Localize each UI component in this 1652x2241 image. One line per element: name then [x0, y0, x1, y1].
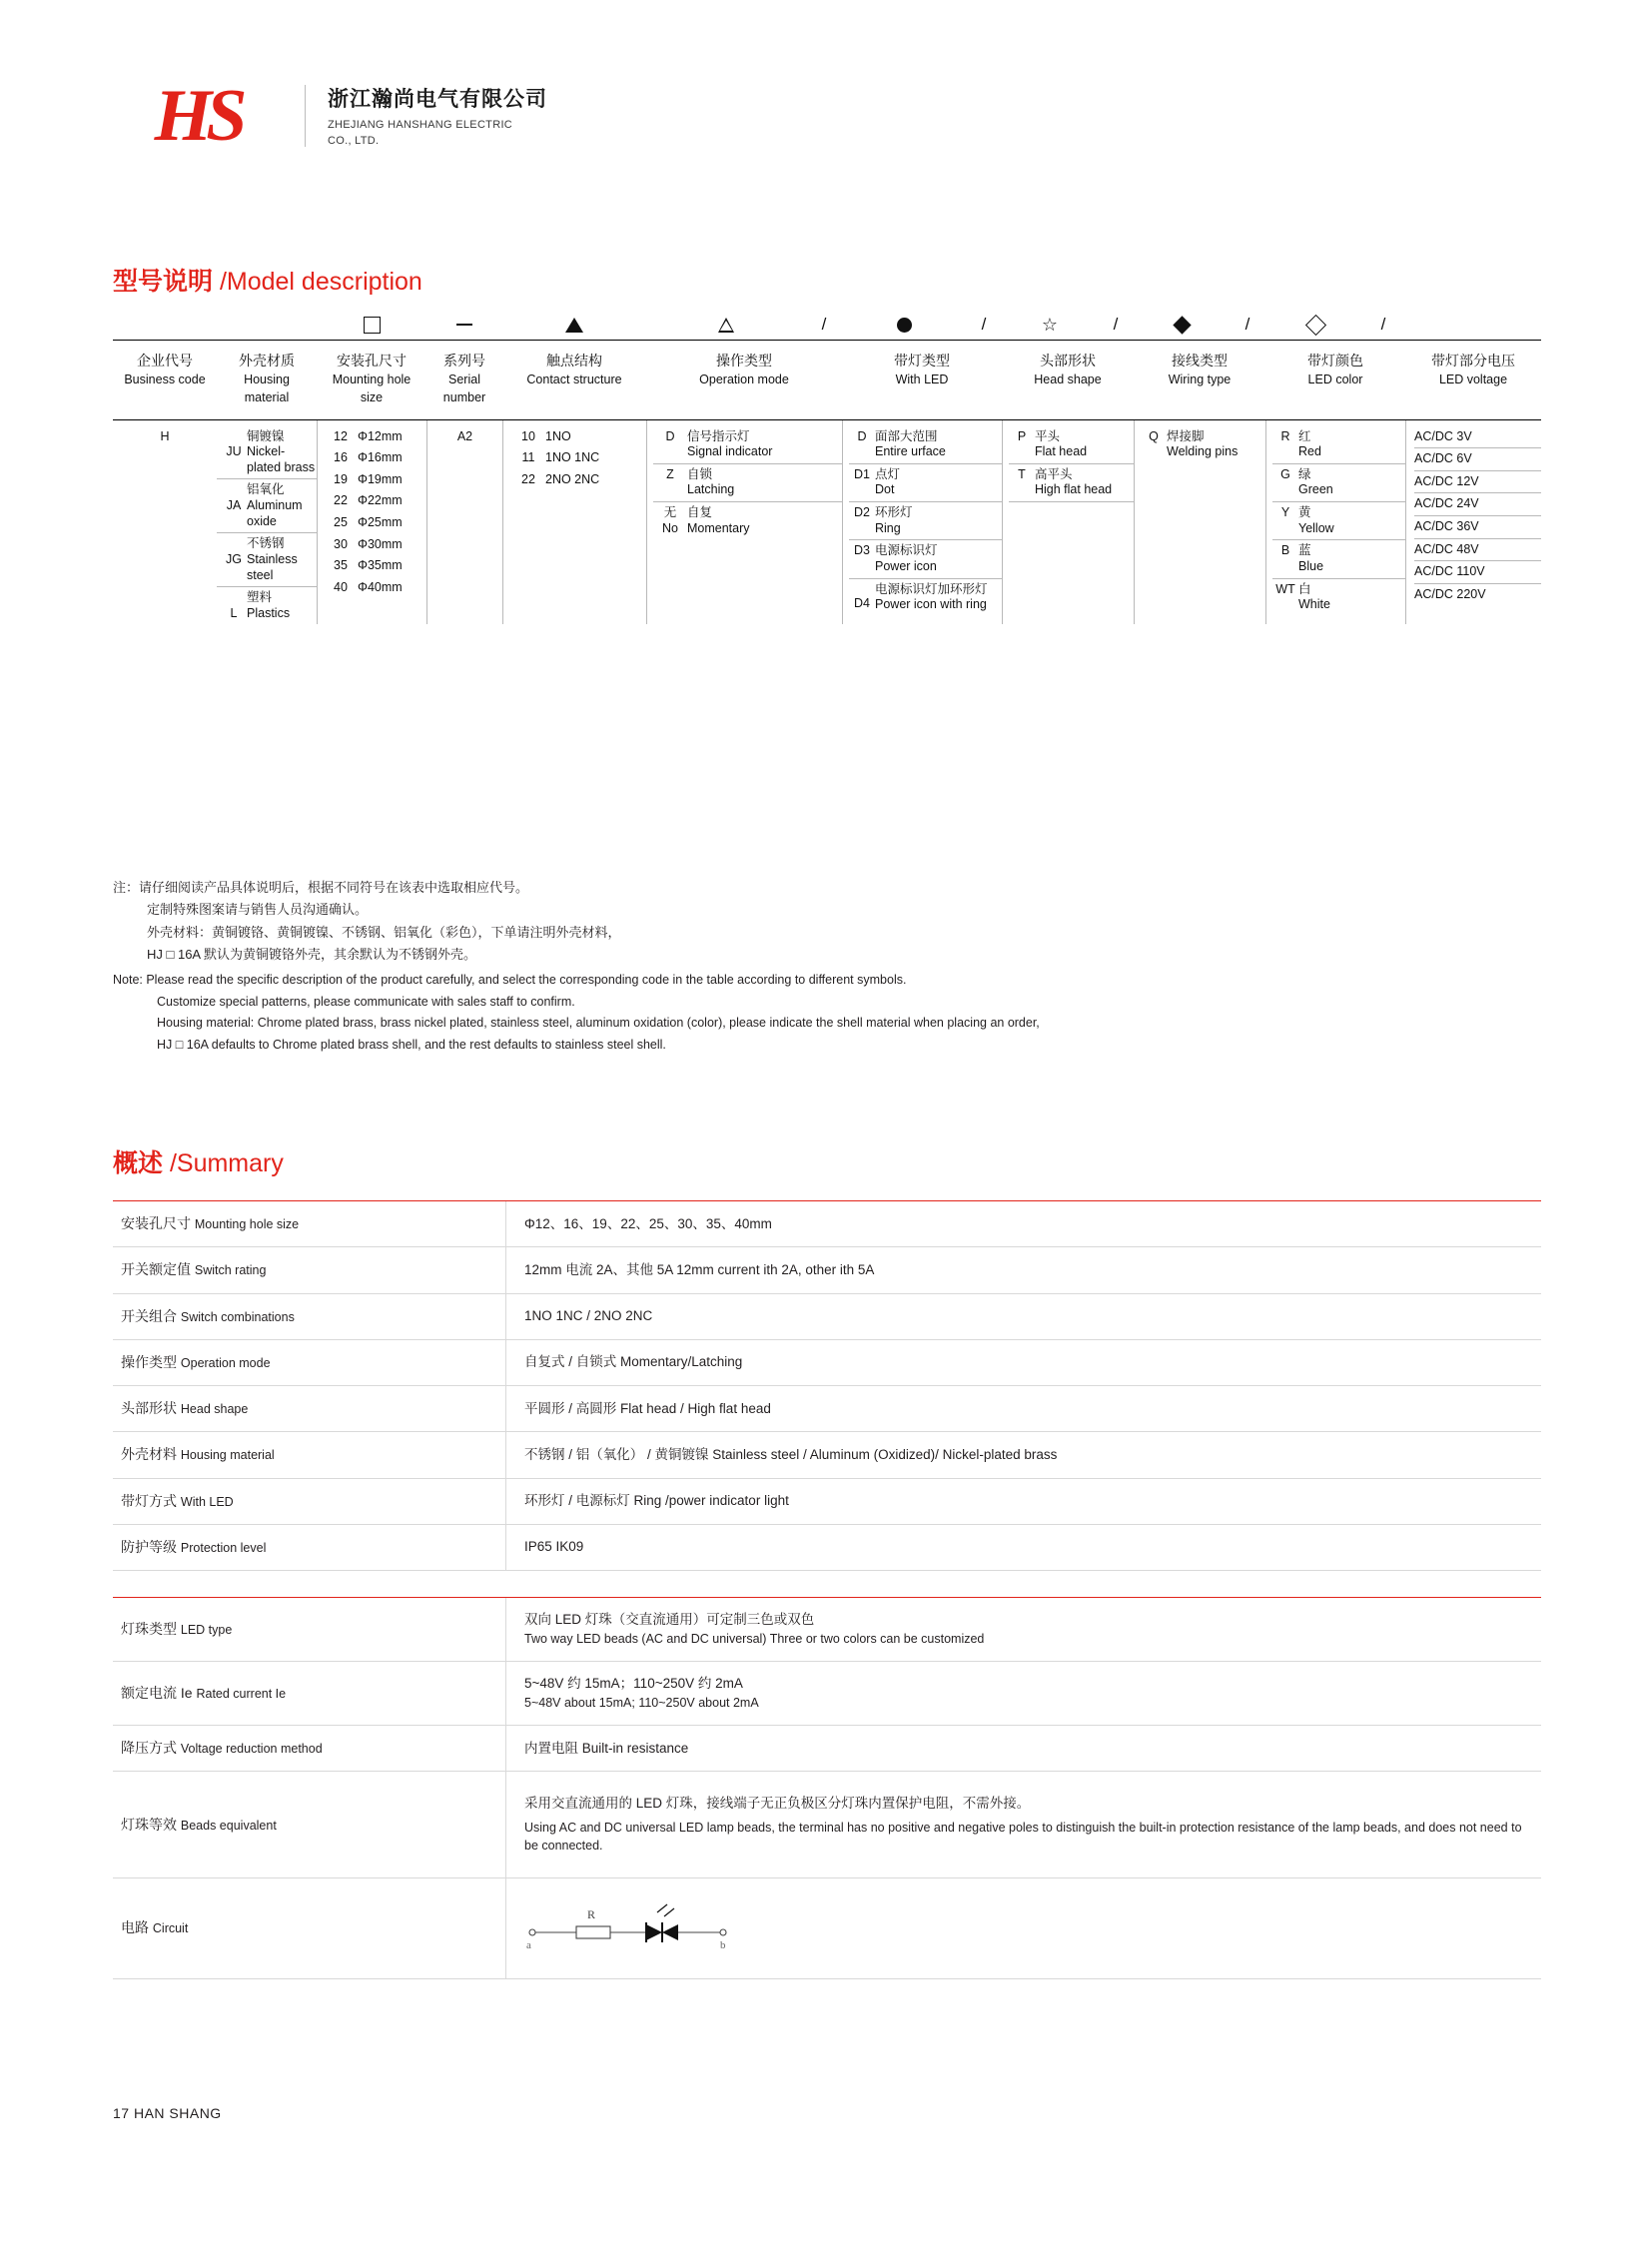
note-cn-3: 外壳材料：黄铜镀铬、黄铜镀镍、不锈钢、铝氧化（彩色），下单请注明外壳材料， [147, 924, 621, 940]
symbol-voltage [1401, 310, 1521, 340]
col-header-ledvoltage: 带灯部分电压 LED voltage [1431, 353, 1515, 387]
wiring-item-q: Q 焊接脚 Welding pins [1149, 428, 1239, 459]
slash-icon-4: / [1244, 315, 1250, 334]
table-gap [113, 1571, 1541, 1597]
headshape-item-t: T 高平头 High flat head [1009, 464, 1134, 502]
table-row [113, 1386, 1541, 1432]
symbol-housing [217, 310, 317, 340]
model-description-table [113, 310, 1541, 624]
ledcolor-item-r: R 红 Red [1272, 426, 1405, 464]
row-value: 5~48V 约 15mA；110~250V 约 2mA 5~48V about 15mA; 110~250V about 2mA [506, 1662, 1542, 1726]
ledvoltage-item: AC/DC 110V [1414, 561, 1541, 584]
table-row [113, 1293, 1541, 1339]
square-icon [317, 310, 426, 340]
col-header-serial: 系列号 Serial number [442, 353, 486, 405]
row-value: 双向 LED 灯珠（交直流通用）可定制三色或双色 Two way LED beads (AC and DC universal) Three or two colors can be customized [506, 1598, 1542, 1662]
col-led-color [1265, 420, 1405, 625]
svg-text:b: b [720, 1938, 726, 1951]
svg-text:a: a [526, 1938, 531, 1951]
col-housing-material [217, 420, 317, 625]
table-row [113, 1247, 1541, 1293]
mounting-item: 40 Φ40mm [334, 579, 403, 594]
symbol-business [113, 310, 217, 340]
ledvoltage-item: AC/DC 36V [1414, 516, 1541, 539]
circuit-svg [524, 1898, 754, 1952]
contact-item: 11 1NO 1NC [521, 450, 600, 465]
col-header-housing: 外壳材质 Housing material [239, 353, 295, 405]
section-title-model-en: /Model description [219, 268, 422, 296]
row-label: 防护等级 Protection level [113, 1524, 506, 1570]
row-label: 操作类型 Operation mode [113, 1339, 506, 1385]
headshape-item-p: P 平头 Flat head [1009, 426, 1134, 464]
circle-filled-icon [842, 310, 966, 340]
ledvoltage-item: AC/DC 24V [1414, 493, 1541, 516]
row-label: 电路 Circuit [113, 1878, 506, 1979]
mounting-item: 35 Φ35mm [334, 558, 403, 573]
ledcolor-item-b: B 蓝 Blue [1272, 540, 1405, 578]
col-led-voltage [1405, 420, 1541, 625]
row-label: 外壳材料 Housing material [113, 1432, 506, 1478]
col-header-headshape: 头部形状 Head shape [1034, 353, 1102, 387]
contact-item: 22 2NO 2NC [521, 471, 600, 486]
ledcolor-item-wt: WT 白 White [1275, 581, 1330, 612]
slash-icon-2: / [981, 315, 987, 334]
contact-item: 10 1NO [521, 428, 571, 443]
row-label: 开关额定值 Switch rating [113, 1247, 506, 1293]
col-with-led [842, 420, 1002, 625]
row-label: 灯珠等效 Beads equivalent [113, 1772, 506, 1878]
col-operation-mode [646, 420, 842, 625]
summary-tables [113, 1200, 1541, 1979]
row-value: 自复式 / 自锁式 Momentary/Latching [506, 1339, 1542, 1385]
mounting-item: 30 Φ30mm [334, 536, 403, 551]
operation-item-z: Z 自锁 Latching [653, 463, 842, 502]
company-logo [113, 75, 283, 157]
note-cn-4: HJ □ 16A 默认为黄铜镀铬外壳，其余默认为不锈钢外壳。 [147, 947, 476, 963]
symbol-row [113, 310, 1541, 340]
row-value: IP65 IK09 [506, 1524, 1542, 1570]
row-label: 安装孔尺寸 Mounting hole size [113, 1201, 506, 1247]
slash-icon-5: / [1380, 315, 1386, 334]
mounting-item: 16 Φ16mm [334, 450, 403, 465]
col-header-operation: 操作类型 Operation mode [699, 353, 789, 387]
housing-item-l: L Plastics [230, 605, 291, 620]
table-row [113, 1598, 1541, 1662]
row-value: 采用交直流通用的 LED 灯珠，接线端子无正负极区分灯珠内置保护电阻，不需外接。 Using AC and DC universal LED lamp beads, the terminal has no positive and negative poles to distinguish the built-in protection resistance of the lamp beads, and does not need to be connected. [506, 1772, 1542, 1878]
table-row [113, 1524, 1541, 1570]
dash-icon [426, 310, 502, 340]
section-title-summary [113, 1143, 284, 1179]
ledvoltage-item: AC/DC 220V [1414, 586, 1486, 601]
mounting-item: 25 Φ25mm [334, 515, 403, 530]
col-wiring-type [1134, 420, 1265, 625]
company-name-en [328, 118, 547, 150]
mounting-item: 19 Φ19mm [334, 471, 403, 486]
col-head-shape [1002, 420, 1134, 625]
ledcolor-item-g: G 绿 Green [1272, 464, 1405, 502]
section-title-model-cn: 型号说明 [113, 268, 220, 296]
mounting-item: 12 Φ12mm [334, 428, 403, 443]
table-row-circuit [113, 1878, 1541, 1979]
serial-item: A2 [456, 428, 473, 443]
row-label: 带灯方式 With LED [113, 1478, 506, 1524]
notes-block [113, 877, 1551, 1056]
triangle-hollow-icon [646, 310, 806, 340]
row-value: 环形灯 / 电源标灯 Ring /power indicator light [506, 1478, 1542, 1524]
mounting-item: 22 Φ22mm [334, 493, 403, 508]
row-value: 1NO 1NC / 2NO 2NC [506, 1293, 1542, 1339]
col-header-contact: 触点结构 Contact structure [526, 353, 622, 387]
logo-text: HS [154, 75, 242, 157]
row-label: 降压方式 Voltage reduction method [113, 1726, 506, 1772]
housing-item-ja: JA Aluminum oxide [217, 495, 317, 533]
operation-item-d: D 信号指示灯 Signal indicator [665, 428, 773, 459]
summary-table-1 [113, 1200, 1541, 1571]
col-header-wiring: 接线类型 Wiring type [1168, 353, 1232, 387]
table-row [113, 1772, 1541, 1878]
note-en-4: HJ □ 16A defaults to Chrome plated brass shell, and the rest defaults to stainless steel shell. [157, 1037, 666, 1052]
col-serial-number [426, 420, 502, 625]
withled-item-d3: D3 电源标识灯 Power icon [849, 540, 1002, 578]
col-header-mounting: 安装孔尺寸 Mounting hole size [332, 353, 412, 405]
operation-item-no: 无 No 自复 Momentary [662, 505, 750, 535]
housing-item-jg: JG Stainless steel [217, 549, 317, 587]
note-en-3: Housing material: Chrome plated brass, brass nickel plated, stainless steel, aluminum oxidation (color), please indicate the shell material when placing an order, [157, 1016, 1040, 1031]
note-cn-2: 定制特殊图案请与销售人员沟通确认。 [147, 902, 369, 918]
page-footer: 17 HAN SHANG [113, 2105, 222, 2121]
star-icon: ☆ [1041, 315, 1059, 336]
triangle-filled-icon [502, 310, 646, 340]
company-name-cn: 浙江瀚尚电气有限公司 [328, 87, 547, 111]
slash-icon-3: / [1113, 315, 1119, 334]
company-name-en-line2: CO., LTD. [328, 134, 380, 147]
housing-item-ju: JU Nickel-plated brass [217, 441, 317, 479]
col-contact-structure [502, 420, 646, 625]
business-code-item: H [160, 428, 170, 443]
diamond-filled-icon [1134, 310, 1230, 340]
model-table-body [113, 419, 1541, 625]
diamond-hollow-icon [1265, 310, 1365, 340]
ledvoltage-item: AC/DC 48V [1414, 539, 1541, 562]
row-label: 灯珠类型 LED type [113, 1598, 506, 1662]
ledcolor-item-y: Y 黄 Yellow [1272, 502, 1405, 540]
withled-item-d: D 面部大范围 Entire urface [849, 426, 1002, 464]
ledvoltage-item: AC/DC 3V [1414, 426, 1541, 449]
company-name-en-line1: ZHEJIANG HANSHANG ELECTRIC [328, 118, 513, 131]
housing-item-jg-cn: 不锈钢 [247, 536, 285, 551]
section-title-summary-en: /Summary [169, 1149, 284, 1177]
circuit-diagram [506, 1878, 1542, 1979]
section-title-model [113, 262, 422, 298]
row-value: 不锈钢 / 铝（氧化） / 黄铜镀镍 Stainless steel / Aluminum (Oxidized)/ Nickel-plated brass [506, 1432, 1542, 1478]
ledvoltage-item: AC/DC 6V [1414, 448, 1541, 471]
col-header-ledcolor: 带灯颜色 LED color [1307, 353, 1363, 387]
note-en-2: Customize special patterns, please communicate with sales staff to confirm. [157, 994, 575, 1009]
ledvoltage-item: AC/DC 12V [1414, 471, 1541, 494]
col-mounting-size [317, 420, 426, 625]
table-row [113, 1432, 1541, 1478]
table-row [113, 1726, 1541, 1772]
svg-text:R: R [587, 1906, 596, 1921]
header-divider [305, 85, 306, 147]
withled-item-d2: D2 环形灯 Ring [849, 502, 1002, 540]
company-name-block [328, 83, 547, 150]
table-row [113, 1662, 1541, 1726]
housing-item-ja-cn: 铝氧化 [247, 482, 285, 497]
note-cn-1: 注：请仔细阅读产品具体说明后，根据不同符号在该表中选取相应代号。 [113, 880, 529, 895]
section-title-summary-cn: 概述 [113, 1149, 170, 1177]
model-table-header [113, 340, 1541, 419]
table-row [113, 1339, 1541, 1385]
withled-item-d1: D1 点灯 Dot [849, 464, 1002, 502]
row-value: 12mm 电流 2A、其他 5A 12mm current ith 2A, other ith 5A [506, 1247, 1542, 1293]
col-business-code [113, 420, 217, 625]
col-header-business: 企业代号 Business code [124, 353, 206, 387]
note-en-1: Note: Please read the specific description of the product carefully, and select the corresponding code in the table according to different symbols. [113, 973, 907, 988]
housing-item-l-cn: 塑料 [247, 590, 273, 605]
row-label: 额定电流 Ie Rated current Ie [113, 1662, 506, 1726]
row-label: 头部形状 Head shape [113, 1386, 506, 1432]
withled-item-d4: D4 电源标识灯加环形灯 Power icon with ring [854, 581, 988, 612]
row-label: 开关组合 Switch combinations [113, 1293, 506, 1339]
table-row [113, 1478, 1541, 1524]
slash-icon-1: / [821, 315, 827, 334]
row-value: 内置电阻 Built-in resistance [506, 1726, 1542, 1772]
housing-item: 铜镀镍 [247, 428, 285, 443]
page-header [113, 75, 547, 157]
summary-table-2 [113, 1597, 1541, 1979]
row-value: Φ12、16、19、22、25、30、35、40mm [506, 1201, 1542, 1247]
row-value: 平圆形 / 高圆形 Flat head / High flat head [506, 1386, 1542, 1432]
table-row [113, 1201, 1541, 1247]
col-header-withled: 带灯类型 With LED [894, 353, 950, 387]
